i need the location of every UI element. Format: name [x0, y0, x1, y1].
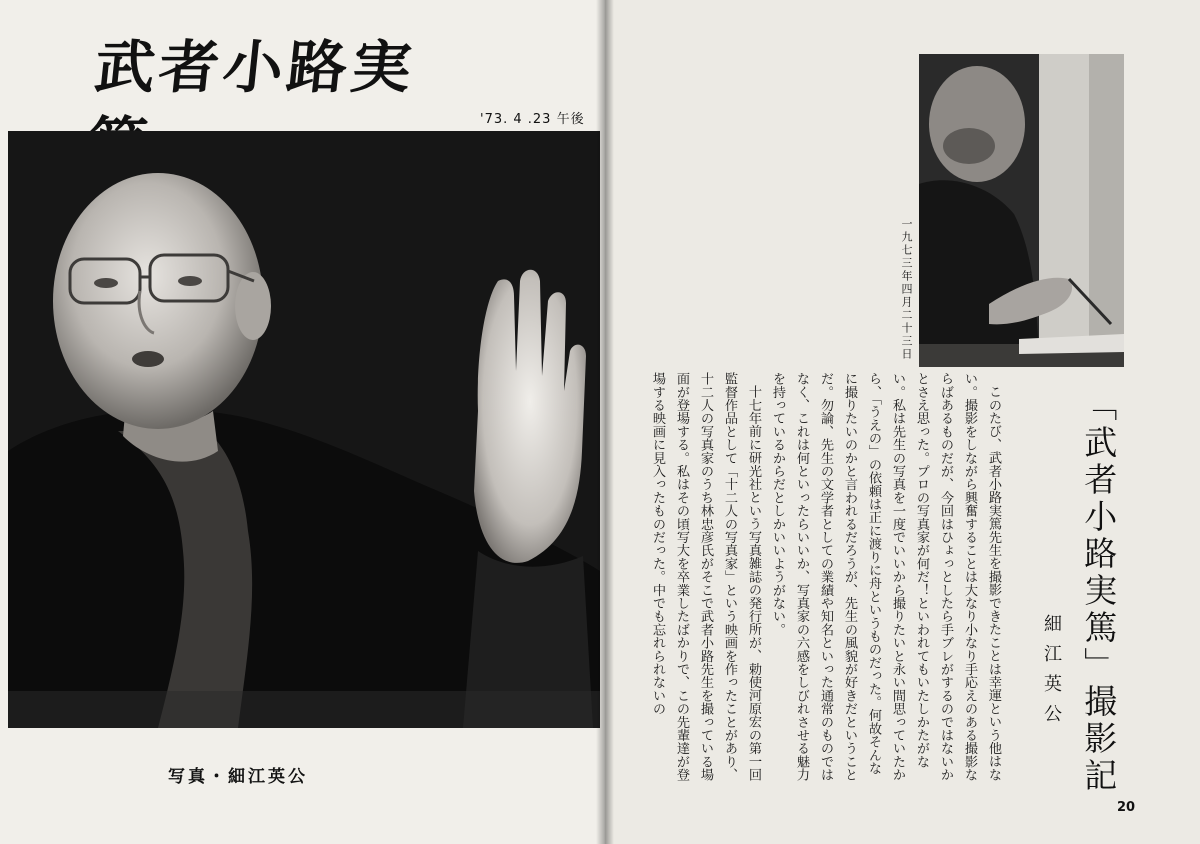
article-body — [629, 372, 1005, 787]
calligraphy-title: 武者小路実篤 — [91, 34, 419, 102]
photo-credit: 写真・細江英公 — [168, 767, 308, 787]
date-caption: '73. 4 .23 午後 — [480, 112, 585, 127]
book-gutter — [596, 0, 614, 844]
writing-photo-illustration — [919, 54, 1124, 367]
portrait-photo — [8, 131, 600, 728]
body-paragraph: 十七年前に研光社という写真雑誌の発行所が、勅使河原宏の第一回監督作品として「十二人の写真家」という映画を作ったことがあり、十二人の写真家のうち林忠彦氏がそこで武者小路先生を撮っている場面が登場する。私はその頃写大を卒業したばかりで、この先輩達が登場する映画に見入ったものだった。中でも忘れられないの — [650, 372, 761, 782]
article-author: 細江英公 — [1041, 614, 1062, 734]
photo-date-caption: 一九七三年四月二十三日 — [900, 218, 913, 361]
body-paragraph: このたび、武者小路実篤先生を撮影できたことは幸運という他はない。撮影をしながら興奮することは大なり小なり手応えのある撮影ならばあるものだが、今回はひょっとしたら手ブレがするのではないかとさえ思った。プロの写真家が何だ！といわれてもいたしかたがない。私は先生の写真を一度でいいから撮りたいと永い間思っていたから、「うえの」の依頼は正に渡りに舟というものだった。何故そんなに撮りたいのかと言われるだろうが、先生の風貌が好きだということだ。勿論、先生の文学者としての業績や知名といった通常のものではなく、これは何といったらいいか、写真家の六感をしびれさせる魅力を持っているからだとしかいいようがない。 — [770, 372, 1001, 782]
article-title: 「武者小路実篤」撮影記 — [1079, 388, 1119, 795]
right-page — [605, 0, 1200, 844]
portrait-photo-illustration — [8, 131, 600, 728]
page-number: 20 — [1117, 800, 1136, 815]
writing-photo — [919, 54, 1124, 367]
